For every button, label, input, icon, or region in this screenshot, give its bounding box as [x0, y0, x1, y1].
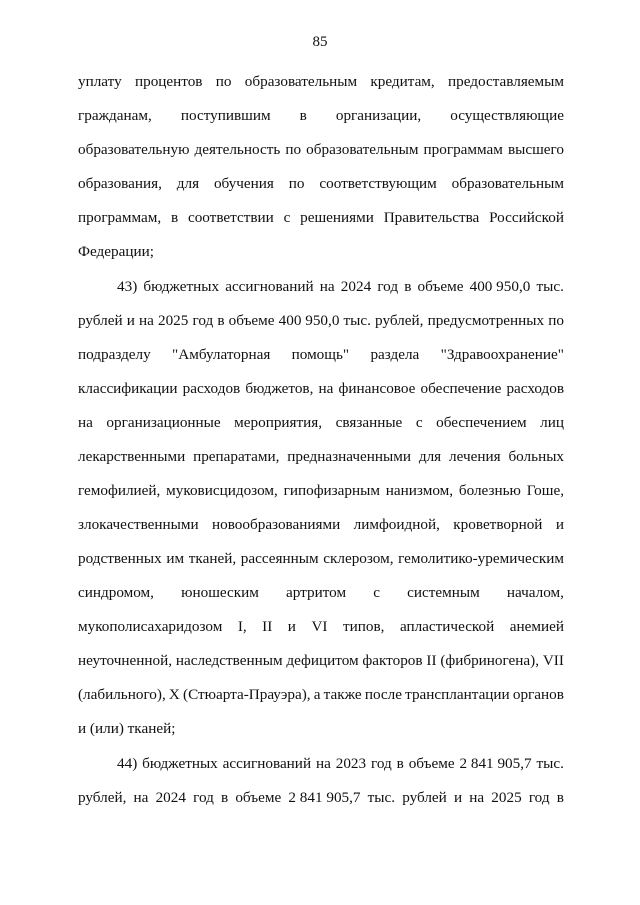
- word: гемофилией,: [78, 482, 161, 499]
- word: VI: [311, 618, 328, 635]
- word: на: [469, 789, 485, 806]
- word: год: [528, 789, 550, 806]
- word: на: [318, 380, 334, 397]
- word: тыс.: [536, 755, 564, 772]
- word: по: [288, 175, 305, 192]
- word: наследственным: [175, 652, 283, 669]
- word: новообразованиями: [212, 516, 341, 533]
- text-line: [117, 278, 564, 296]
- word: Гоше,: [526, 482, 564, 499]
- word: дефицитом: [286, 652, 359, 669]
- word: анемией: [509, 618, 564, 635]
- text-line: [78, 380, 564, 398]
- word: больных: [508, 448, 564, 465]
- word: (фибриногена),: [440, 652, 540, 669]
- word: X: [168, 686, 180, 703]
- word: синдромом,: [78, 584, 154, 601]
- text-line: [78, 652, 564, 670]
- word: организационные: [106, 414, 221, 431]
- word: в: [396, 755, 404, 772]
- word: образования,: [78, 175, 162, 192]
- word: рублей: [402, 789, 447, 806]
- word: по: [215, 73, 232, 90]
- word: в: [217, 312, 225, 329]
- text-line: [78, 175, 564, 193]
- text-line: [78, 789, 564, 807]
- word: рублей,: [375, 312, 424, 329]
- word: мероприятия,: [234, 414, 323, 431]
- word: объеме: [408, 755, 455, 772]
- word: лимфоидной,: [353, 516, 440, 533]
- word: в: [404, 278, 412, 295]
- word: и: [126, 312, 135, 329]
- word: гипофизарным: [283, 482, 380, 499]
- word: а: [313, 686, 321, 703]
- word: объеме: [228, 312, 275, 329]
- word: на: [133, 789, 149, 806]
- text-line: [78, 448, 564, 466]
- word: началом,: [506, 584, 564, 601]
- text-line: [78, 141, 564, 159]
- word: системным: [407, 584, 480, 601]
- word: злокачественными: [78, 516, 199, 533]
- text-line: [78, 107, 564, 125]
- word: артритом: [286, 584, 347, 601]
- word: ассигнований: [222, 755, 312, 772]
- word: на: [78, 414, 93, 431]
- word: с: [373, 584, 380, 601]
- word: расходов: [182, 380, 241, 397]
- word: программам: [423, 141, 503, 158]
- word: тканей,: [188, 550, 237, 567]
- word: тыс.: [536, 278, 564, 295]
- word: высшего: [507, 141, 564, 158]
- text-line: [78, 414, 564, 432]
- word: по: [548, 312, 564, 329]
- word: образовательным: [244, 73, 358, 90]
- text-line: [117, 755, 564, 773]
- word: год: [377, 278, 399, 295]
- word: факторов: [362, 652, 423, 669]
- word: с: [415, 414, 423, 431]
- word: рассеянным: [240, 550, 319, 567]
- page-number: 85: [312, 34, 328, 50]
- word: 2 841 905,7: [459, 755, 532, 772]
- word: 400 950,0: [469, 278, 531, 295]
- word: предусмотренных: [427, 312, 545, 329]
- text-line: [78, 312, 564, 330]
- word: 43): [117, 278, 138, 295]
- word: уплату: [78, 73, 122, 90]
- word: им: [166, 550, 185, 567]
- word: обеспечение: [420, 380, 502, 397]
- word: на: [319, 278, 335, 295]
- word: "Амбулаторная: [172, 346, 271, 363]
- word: (Стюарта-Прауэра),: [183, 686, 311, 703]
- word: 2025: [491, 789, 522, 806]
- word: кредитам,: [370, 73, 435, 90]
- word: "Здравоохранение": [440, 346, 564, 363]
- word: финансовое: [338, 380, 416, 397]
- word: (лабильного),: [78, 686, 166, 703]
- word: в: [170, 209, 179, 226]
- text-line: и (или) тканей;: [78, 720, 176, 737]
- word: муковисцидозом,: [166, 482, 278, 499]
- word: II: [426, 652, 437, 669]
- word: Российской: [489, 209, 564, 226]
- word: организации,: [335, 107, 422, 124]
- word: нанизмом,: [385, 482, 454, 499]
- word: II: [262, 618, 273, 635]
- word: неуточненной,: [78, 652, 173, 669]
- word: год: [371, 755, 392, 772]
- word: программам,: [78, 209, 162, 226]
- word: осуществляющие: [450, 107, 564, 124]
- word: помощь": [291, 346, 350, 363]
- word: предоставляемым: [448, 73, 564, 90]
- word: лекарственными: [78, 448, 186, 465]
- word: в: [221, 789, 229, 806]
- word: склерозом,: [323, 550, 394, 567]
- word: 44): [117, 755, 138, 772]
- word: 2024: [340, 278, 372, 295]
- word: поступившим: [180, 107, 271, 124]
- word: тыс.: [343, 312, 371, 329]
- word: после: [364, 686, 402, 703]
- word: 2024: [155, 789, 186, 806]
- word: в: [299, 107, 307, 124]
- word: лечения: [449, 448, 501, 465]
- word: объеме: [235, 789, 282, 806]
- word: предназначенными: [287, 448, 411, 465]
- word: и: [555, 516, 564, 533]
- word: год: [192, 312, 214, 329]
- word: классификации: [78, 380, 178, 397]
- text-line: [78, 516, 564, 534]
- word: на: [138, 312, 154, 329]
- text-line: [78, 209, 564, 227]
- word: с: [283, 209, 291, 226]
- word: лиц: [540, 414, 564, 431]
- word: VII: [542, 652, 564, 669]
- word: образовательным: [451, 175, 564, 192]
- word: препаратами,: [193, 448, 280, 465]
- text-line: [78, 584, 564, 602]
- word: рублей: [78, 312, 123, 329]
- word: решениями: [300, 209, 374, 226]
- text-line: [78, 482, 564, 500]
- word: 2023: [335, 755, 367, 772]
- word: связанные: [335, 414, 403, 431]
- word: родственных: [78, 550, 162, 567]
- word: соответствии: [187, 209, 274, 226]
- text-line: [78, 618, 564, 636]
- word: I,: [237, 618, 247, 635]
- word: соответствующим: [319, 175, 437, 192]
- word: рублей,: [78, 789, 127, 806]
- word: для: [176, 175, 200, 192]
- word: образовательным: [306, 141, 419, 158]
- word: органов: [512, 686, 564, 703]
- word: для: [418, 448, 442, 465]
- word: гемолитико-уремическим: [398, 550, 564, 567]
- word: апластической: [399, 618, 495, 635]
- word: по: [285, 141, 302, 158]
- word: кроветворной: [453, 516, 543, 533]
- word: подразделу: [78, 346, 151, 363]
- word: деятельность: [194, 141, 281, 158]
- word: образовательную: [78, 141, 190, 158]
- word: расходов: [506, 380, 564, 397]
- word: ассигнований: [225, 278, 314, 295]
- word: 2 841 905,7: [288, 789, 361, 806]
- word: тыс.: [367, 789, 396, 806]
- word: объеме: [417, 278, 464, 295]
- word: бюджетных: [142, 755, 218, 772]
- text-line: [78, 346, 564, 364]
- word: Правительства: [383, 209, 480, 226]
- word: в: [556, 789, 564, 806]
- word: раздела: [370, 346, 420, 363]
- text-line: Федерации;: [78, 243, 154, 260]
- word: и: [287, 618, 296, 635]
- word: обеспечением: [436, 414, 527, 431]
- word: процентов: [134, 73, 203, 90]
- word: год: [193, 789, 214, 806]
- word: на: [315, 755, 331, 772]
- text-line: [78, 550, 564, 568]
- word: типов,: [342, 618, 385, 635]
- text-line: [78, 686, 564, 704]
- word: мукополисахаридозом: [78, 618, 223, 635]
- text-line: [78, 73, 564, 91]
- word: обучения: [213, 175, 274, 192]
- word: бюджетных: [143, 278, 220, 295]
- word: трансплантации: [405, 686, 510, 703]
- word: гражданам,: [78, 107, 152, 124]
- word: болезнью: [458, 482, 521, 499]
- word: юношеским: [181, 584, 259, 601]
- word: 400 950,0: [278, 312, 340, 329]
- word: также: [323, 686, 362, 703]
- word: и: [453, 789, 463, 806]
- word: бюджетов,: [245, 380, 314, 397]
- word: 2025: [157, 312, 189, 329]
